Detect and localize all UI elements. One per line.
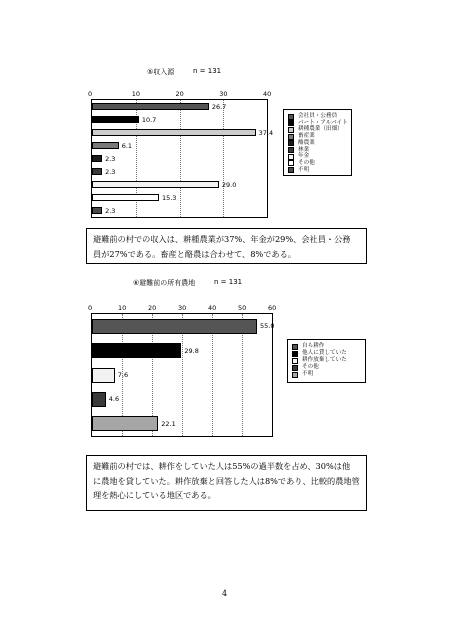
- chart2-title: ⑥避難前の所有農地: [133, 279, 196, 287]
- bar: [92, 168, 102, 175]
- page-number: 4: [222, 589, 228, 598]
- legend-item: [292, 350, 347, 357]
- chart2-plot-area: [91, 313, 273, 437]
- bar-value-label: 29.8: [184, 346, 199, 355]
- legend-item: [292, 357, 347, 364]
- summary1-line-2: 員が27%である。畜産と酪農は合わせて、8%である。: [93, 248, 296, 259]
- legend-label: 酪農業: [298, 139, 315, 146]
- legend-swatch: [288, 114, 294, 120]
- legend-swatch: [288, 160, 294, 166]
- chart1-plot-area: [91, 99, 274, 218]
- gridline: [180, 100, 181, 217]
- legend-label: 不明: [298, 166, 310, 173]
- chart1-sample-size: n = 131: [193, 67, 222, 75]
- legend-swatch: [288, 140, 294, 146]
- summary2-line-1: 避難前の村では、耕作をしていた人は55%の過半数を占め、30%は他: [93, 461, 351, 471]
- summary2-line-3: 理を熱心にしている地区である。: [93, 490, 216, 500]
- bar-value-label: 26.7: [211, 102, 227, 111]
- x-tick-label: 0: [88, 304, 93, 312]
- bar-value-label: 6.1: [121, 141, 133, 150]
- summary-box-income: [86, 228, 367, 264]
- bar: [92, 103, 209, 110]
- legend-swatch: [292, 358, 298, 364]
- legend-swatch: [292, 351, 298, 357]
- bar: [92, 207, 102, 214]
- legend-label: 会社員・公務員: [298, 113, 338, 119]
- bar-value-label: 29.0: [221, 180, 237, 189]
- legend-label: 年金: [298, 153, 310, 160]
- x-tick-label: 20: [148, 304, 157, 312]
- x-tick-label: 0: [88, 90, 93, 98]
- legend-label: その他: [298, 159, 315, 166]
- x-tick-label: 20: [175, 90, 184, 98]
- legend-swatch: [288, 127, 294, 133]
- summary2-line-2: に農地を貸していた。耕作放棄と回答した人は8%であり、比較的農地管: [93, 475, 360, 486]
- legend-label: 耕種農業（田畑）: [298, 126, 343, 133]
- bar: [92, 392, 106, 407]
- bar-value-label: 2.3: [105, 206, 116, 215]
- bar-value-label: 7.6: [117, 371, 129, 379]
- legend-swatch: [292, 372, 298, 378]
- bar: [92, 368, 115, 383]
- bar: [92, 142, 119, 149]
- bar-value-label: 37.4: [258, 128, 274, 137]
- bar: [92, 343, 181, 358]
- bar: [92, 416, 158, 431]
- legend-label: 林業: [298, 146, 310, 153]
- bar-value-label: 2.3: [105, 154, 116, 163]
- legend-swatch: [288, 154, 294, 160]
- legend-label: パート・アルバイト: [298, 119, 348, 126]
- chart1-title: ⑤収入源: [147, 68, 175, 76]
- x-tick-label: 30: [178, 304, 187, 312]
- chart2-legend: [287, 339, 366, 383]
- x-tick-label: 60: [268, 304, 277, 312]
- summary1-line-1: 避難前の村での収入は、耕種農業が37%、年金が29%、会社員・公務: [93, 234, 351, 244]
- x-tick-label: 50: [238, 304, 247, 312]
- legend-item: [288, 167, 309, 174]
- legend-label: その他: [302, 364, 319, 370]
- bar-value-label: 10.7: [141, 115, 157, 124]
- bar: [92, 155, 102, 162]
- chart1-legend: [283, 109, 352, 176]
- legend-swatch: [292, 344, 298, 350]
- x-tick-label: 10: [131, 90, 141, 98]
- chart2-sample-size: n = 131: [214, 278, 243, 286]
- legend-item: [292, 364, 319, 371]
- bar: [92, 116, 139, 123]
- legend-swatch: [288, 120, 294, 126]
- legend-swatch: [288, 167, 294, 173]
- bar: [92, 129, 256, 136]
- bar-value-label: 55.0: [260, 322, 275, 331]
- legend-swatch: [292, 365, 298, 371]
- legend-item: [292, 371, 313, 378]
- x-tick-label: 10: [118, 304, 127, 312]
- legend-label: 畜産業: [298, 133, 315, 140]
- legend-label: 他人に貸していた: [302, 350, 347, 356]
- legend-label: 耕作放棄していた: [302, 357, 347, 363]
- bar-value-label: 15.3: [161, 193, 177, 202]
- bar-value-label: 4.6: [108, 395, 120, 404]
- bar: [92, 181, 219, 188]
- legend-label: 不明: [302, 371, 314, 377]
- x-tick-label: 40: [263, 90, 272, 98]
- legend-swatch: [288, 147, 294, 153]
- bar-value-label: 2.3: [105, 167, 116, 176]
- legend-label: 自ら耕作: [302, 343, 325, 349]
- x-tick-label: 30: [219, 90, 228, 98]
- legend-swatch: [288, 134, 294, 140]
- legend-item: [292, 343, 324, 350]
- bar: [92, 319, 257, 334]
- x-tick-label: 40: [208, 304, 217, 312]
- bar-value-label: 22.1: [161, 419, 176, 428]
- gridline: [223, 100, 224, 217]
- bar: [92, 194, 159, 201]
- summary-box-farmland: [86, 455, 367, 511]
